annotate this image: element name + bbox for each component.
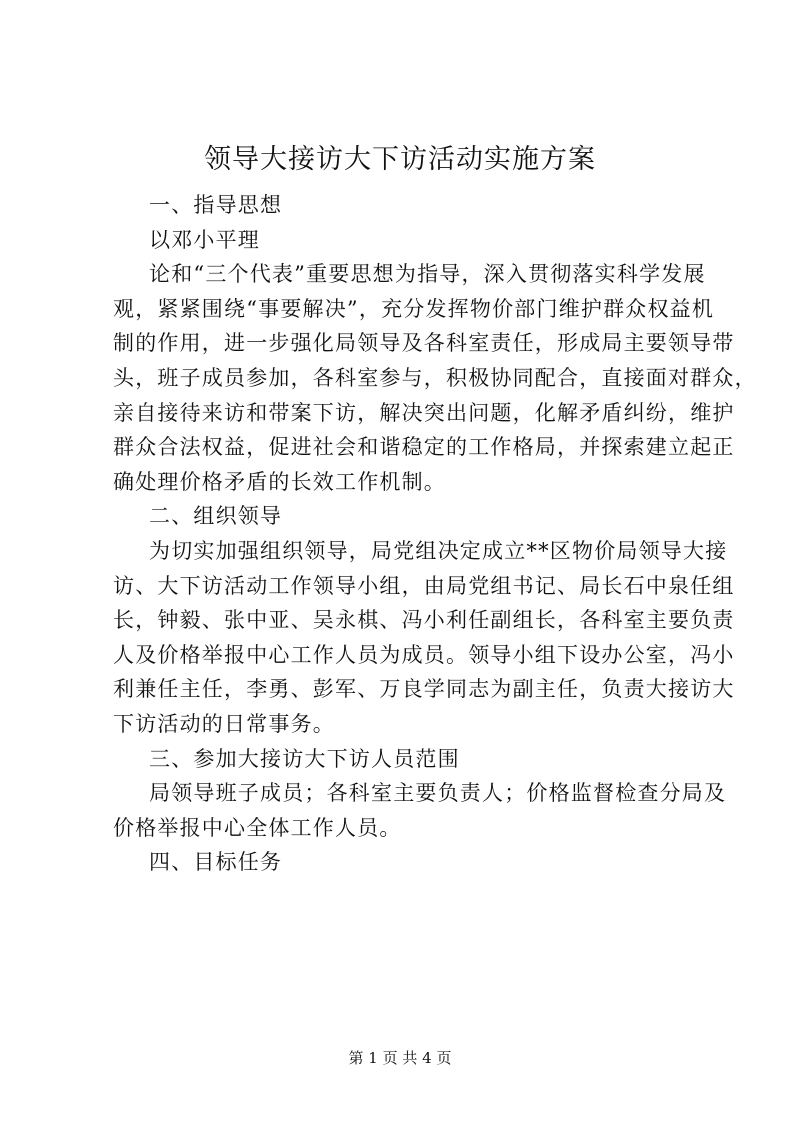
text-line: 价格举报中心全体工作人员。	[113, 815, 402, 840]
document-body	[113, 188, 757, 880]
text-line: 长，钟毅、张中亚、吴永棋、冯小利任副组长，各科室主要负责	[113, 608, 735, 633]
text-line: 下访活动的日常事务。	[113, 711, 335, 736]
paragraph	[113, 776, 727, 845]
text-line: 为切实加强组织领导，局党组决定成立**区物价局领导大接	[149, 538, 728, 563]
text-line: 论和“三个代表”重要思想为指导，深入贯彻落实科学发展	[149, 262, 706, 287]
text-line: 二、组织领导	[149, 504, 283, 529]
paragraph	[113, 742, 713, 777]
page-number: 第 1 页 共 4 页	[348, 1049, 452, 1067]
document-title: 领导大接访大下访活动实施方案	[204, 144, 596, 175]
text-line: 制的作用，进一步强化局领导及各科室责任，形成局主要领导带	[113, 331, 735, 356]
text-line: 访、大下访活动工作领导小组，由局党组书记、局长石中泉任组	[113, 573, 735, 598]
paragraph	[113, 188, 713, 223]
paragraph	[113, 534, 735, 742]
text-line: 群众合法权益，促进社会和谐稳定的工作格局，并探索建立起正	[113, 435, 735, 460]
text-line: 利兼任主任，李勇、彭军、万良学同志为副主任，负责大接访大	[113, 677, 735, 702]
text-line: 三、参加大接访大下访人员范围	[149, 746, 460, 771]
text-line: 以邓小平理	[149, 227, 260, 252]
paragraph	[113, 257, 757, 499]
text-line: 一、指导思想	[149, 193, 283, 217]
text-line: 四、目标任务	[149, 850, 283, 875]
paragraph	[113, 845, 713, 880]
text-line: 头，班子成员参加，各科室参与，积极协同配合，直接面对群众，	[113, 365, 757, 390]
paragraph	[113, 223, 713, 258]
text-line: 局领导班子成员；各科室主要负责人；价格监督检查分局及	[149, 781, 727, 806]
text-line: 亲自接待来访和带案下访，解决突出问题，化解矛盾纠纷，维护	[113, 400, 735, 425]
text-line: 观，紧紧围绕“事要解决”，充分发挥物价部门维护群众权益机	[113, 296, 715, 321]
paragraph	[113, 499, 713, 534]
text-line: 确处理价格矛盾的长效工作机制。	[113, 469, 446, 494]
text-line: 人及价格举报中心工作人员为成员。领导小组下设办公室，冯小	[113, 642, 735, 667]
